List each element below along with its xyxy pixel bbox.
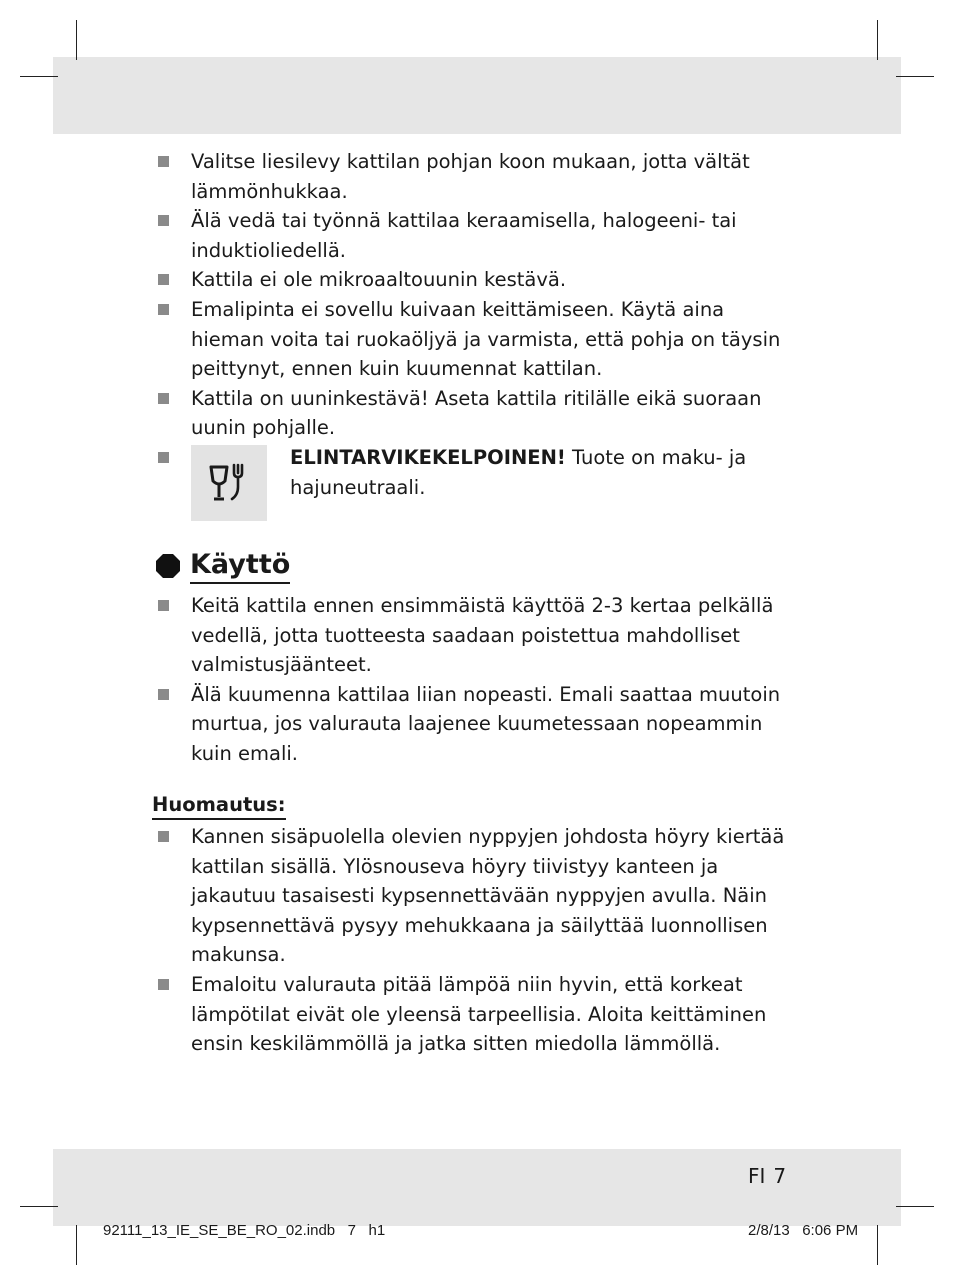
list-item: Keitä kattila ennen ensimmäistä käyttöä 2-3 kertaa pelkällä vedellä, jotta tuotteesta saadaan poistettua mahdolliset valmistusjäänteet. (150, 591, 800, 680)
list-item-food-safe (150, 443, 800, 525)
note-list (150, 822, 800, 1059)
list-item: Emalipinta ei sovellu kuivaan keittämiseen. Käytä aina hieman voita tai ruokaöljyä ja varmista, että pohja on täysin peittynyt, ennen kuin kuumennat kattilan. (150, 295, 800, 384)
crop-mark (76, 20, 77, 60)
usage-list (150, 591, 800, 769)
bullet-square-icon (158, 831, 169, 842)
crop-mark (20, 76, 58, 77)
crop-mark (896, 1206, 934, 1207)
note-title: Huomautus: (152, 792, 286, 820)
header-band (53, 57, 901, 134)
bullet-square-icon (158, 452, 169, 463)
page-number: FI 7 (748, 1164, 787, 1188)
list-item: Kattila ei ole mikroaaltouunin kestävä. (150, 265, 800, 295)
bullet-square-icon (158, 393, 169, 404)
bullet-square-icon (158, 600, 169, 611)
crop-mark (20, 1206, 58, 1207)
bullet-square-icon (158, 979, 169, 990)
list-item: Älä kuumenna kattilaa liian nopeasti. Emali saattaa muutoin murtua, jos valurauta laajenee kuumetessaan nopeammin kuin emali. (150, 680, 800, 769)
bullet-square-icon (158, 215, 169, 226)
footer-file-info: 92111_13_IE_SE_BE_RO_02.indb 7 h1 (103, 1222, 386, 1239)
octagon-bullet-icon (156, 554, 180, 578)
bullet-square-icon (158, 156, 169, 167)
section-title: Käyttö (190, 548, 290, 584)
crop-mark (76, 1225, 77, 1265)
footer-date: 2/8/13 6:06 PM (748, 1222, 859, 1239)
bullet-square-icon (158, 274, 169, 285)
crop-mark (896, 76, 934, 77)
bullet-square-icon (158, 689, 169, 700)
list-item: Kannen sisäpuolella olevien nyppyjen johdosta höyry kiertää kattilan sisällä. Ylösnouseva höyry tiivistyy kanteen ja jakautuu tasaisesti kypsennettävään nyppyjen avulla. Näin kypsennettävä pysyy mehukkaana ja säilyttää luonnollisen makunsa. (150, 822, 800, 970)
crop-mark (877, 20, 878, 60)
food-safe-glass-fork-icon (191, 445, 267, 521)
list-item: Älä vedä tai työnnä kattilaa keraamisella, halogeeni- tai induktioliedellä. (150, 206, 800, 265)
list-item: Kattila on uuninkestävä! Aseta kattila ritilälle eikä suoraan uunin pohjalle. (150, 384, 800, 443)
crop-mark (877, 1225, 878, 1265)
list-item: Emaloitu valurauta pitää lämpöä niin hyvin, että korkeat lämpötilat eivät ole yleensä tarpeellisia. Aloita keittäminen ensin keskilämmöllä ja jatka sitten miedolla lämmöllä. (150, 970, 800, 1059)
food-safe-text: ELINTARVIKEKELPOINEN! Tuote on maku- ja hajuneutraali. (290, 445, 747, 499)
safety-list (150, 147, 800, 525)
list-item: Valitse liesilevy kattilan pohjan koon mukaan, jotta vältät lämmönhukkaa. (150, 147, 800, 206)
bullet-square-icon (158, 304, 169, 315)
